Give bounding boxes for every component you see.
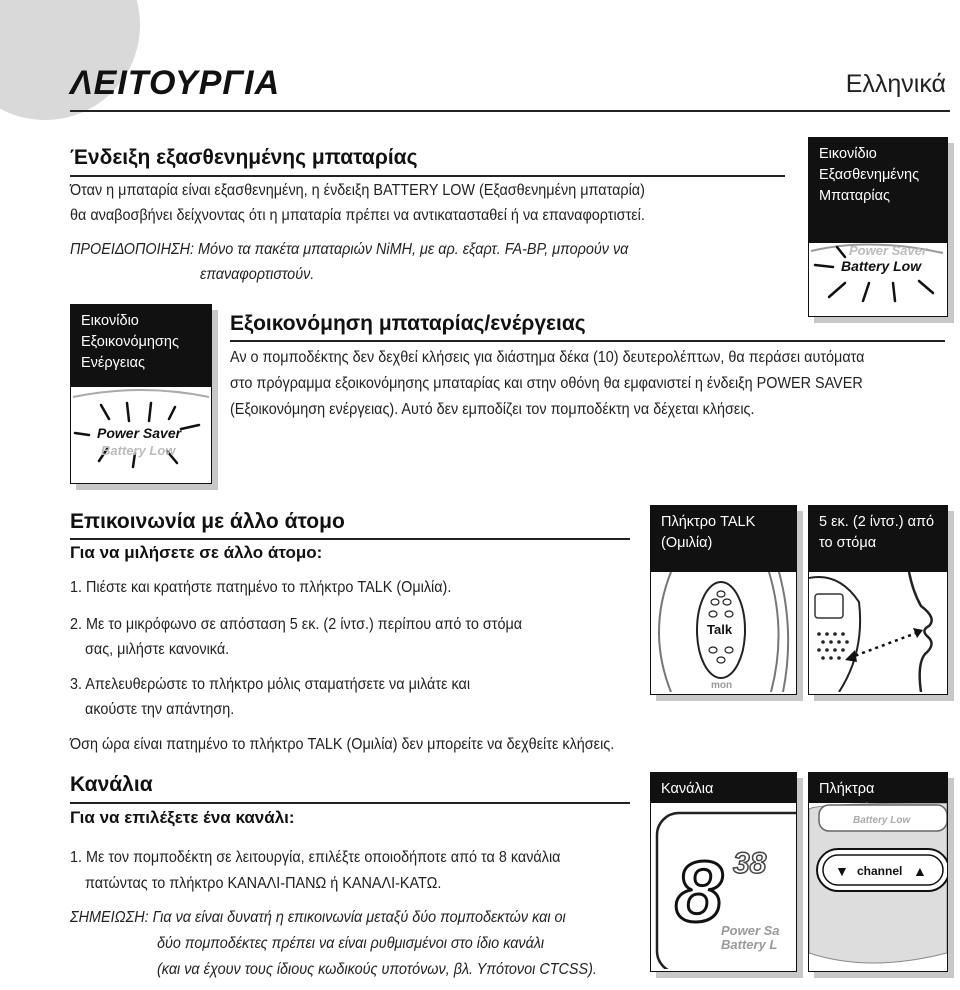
communicate-heading: Επικοινωνία με άλλο άτομο: [70, 510, 345, 533]
lcd-battery-low-text: Battery Low: [853, 815, 911, 826]
lcd-power-saver-text: Power Saver: [849, 243, 928, 258]
battery-low-figure: [808, 137, 948, 317]
channel-digit: 8: [675, 844, 723, 940]
power-saver-line-2: στο πρόγραμμα εξοικονόμησης μπαταρίας και στην οθόνη θα εμφανιστεί η ένδειξη POWER SAVER: [230, 375, 863, 392]
lcd-battery-low-text: Battery Low: [841, 258, 922, 274]
channel-down-icon: ▼: [835, 863, 849, 879]
power-saver-figure: [70, 304, 212, 484]
channel-buttons-illustration: [809, 803, 947, 969]
talk-key-illustration: [651, 572, 796, 692]
channel-small-digits: 38: [733, 847, 767, 880]
battery-warning-line-2: επαναφορτιστούν.: [200, 266, 315, 283]
channels-heading: Κανάλια: [70, 773, 153, 796]
communicate-step-3: 3. Απελευθερώστε το πλήκτρο μόλις σταματήσετε να μιλάτε και: [70, 676, 471, 693]
section-rule: [70, 538, 630, 540]
mouth-distance-figure: [808, 505, 948, 695]
channels-note-line-3: (και να έχουν τους ίδιους κωδικούς υποτόνων, βλ. Υπότονοι CTCSS).: [157, 961, 597, 978]
channels-step-1-cont: πατώντας το πλήκτρο ΚΑΝΑΛΙ-ΠΑΝΩ ή ΚΑΝΑΛΙ-ΚΑΤΩ.: [85, 875, 442, 892]
battery-low-icon: [809, 243, 947, 315]
channel-up-icon: ▲: [913, 863, 927, 879]
section-rule: [70, 175, 785, 177]
talk-button-label: Talk: [707, 622, 733, 637]
page-title: ΛΕΙΤΟΥΡΓΙΑ: [70, 64, 281, 102]
channels-subheading: Για να επιλέξετε ένα κανάλι:: [70, 808, 295, 827]
power-saver-line-1: Αν ο πομποδέκτης δεν δεχθεί κλήσεις για διάστημα δέκα (10) δευτερολέπτων, θα περάσει αυτόματα: [230, 349, 865, 366]
talk-key-figure: [650, 505, 797, 695]
channels-note-line-1: ΣΗΜΕΙΩΣΗ: Για να είναι δυνατή η επικοινωνία μεταξύ δύο πομποδεκτών και οι: [70, 909, 566, 926]
power-saver-line-3: (Εξοικονόμηση ενέργειας). Αυτό δεν εμποδίζει τον πομποδέκτη να δέχεται κλήσεις.: [230, 401, 755, 418]
lcd-battery-low-text: Battery Low: [101, 443, 176, 458]
battery-low-line-2: θα αναβοσβήνει δείχνοντας ότι η μπαταρία πρέπει να αντικατασταθεί ή να επαναφορτιστεί.: [70, 207, 645, 224]
communicate-step-1: 1. Πιέστε και κρατήστε πατημένο το πλήκτρο TALK (Ομιλία).: [70, 579, 452, 596]
channel-buttons-figure: [808, 772, 948, 972]
talk-key-caption: Πλήκτρο TALK (Ομιλία): [651, 506, 796, 572]
section-rule: [70, 802, 630, 804]
title-divider: [70, 110, 950, 112]
mouth-distance-caption: 5 εκ. (2 ίντσ.) από το στόμα: [809, 506, 947, 572]
battery-low-heading: Ένδειξη εξασθενημένης μπαταρίας: [70, 146, 418, 169]
lcd-battery-low-text: Battery L: [721, 937, 778, 952]
lcd-power-saver-text: Power Saver: [97, 425, 182, 441]
channel-lcd-illustration: [651, 803, 796, 969]
mouth-distance-illustration: [809, 572, 947, 692]
channel-display-figure: [650, 772, 797, 972]
language-label: Ελληνικά: [845, 70, 946, 98]
channel-display-caption: Κανάλια: [651, 773, 796, 803]
channels-note-line-2: δύο πομποδέκτες πρέπει να είναι ρυθμισμένοι στο ίδιο κανάλι: [157, 935, 545, 952]
channel-button-label: channel: [857, 864, 903, 878]
power-saver-icon: [71, 387, 211, 481]
battery-low-caption: Εικονίδιο Εξασθενημένης Μπαταρίας: [809, 138, 947, 243]
battery-warning-line-1: ΠΡΟΕΙΔΟΠΟΙΗΣΗ: Μόνο τα πακέτα μπαταριών NiMH, με αρ. εξαρτ. FA-BP, μπορούν να: [70, 241, 629, 258]
communicate-step-3-cont: ακούστε την απάντηση.: [85, 701, 235, 718]
channel-buttons-caption: Πλήκτρα: [809, 773, 947, 803]
communicate-step-2-cont: σας, μιλήστε κανονικά.: [85, 641, 230, 658]
communicate-subheading: Για να μιλήσετε σε άλλο άτομο:: [70, 543, 323, 562]
battery-low-line-1: Όταν η μπαταρία είναι εξασθενημένη, η ένδειξη BATTERY LOW (Εξασθενημένη μπαταρία): [70, 182, 645, 199]
power-saver-caption: Εικονίδιο Εξοικονόμησης Ενέργειας: [71, 305, 211, 387]
communicate-step-2: 2. Με το μικρόφωνο σε απόσταση 5 εκ. (2 ίντσ.) περίπου από το στόμα: [70, 616, 523, 633]
power-saver-heading: Εξοικονόμηση μπαταρίας/ενέργειας: [230, 312, 586, 335]
communicate-note: Όση ώρα είναι πατημένο το πλήκτρο TALK (Ομιλία) δεν μπορείτε να δεχθείτε κλήσεις.: [70, 736, 615, 753]
section-rule: [230, 340, 945, 342]
channels-step-1: 1. Με τον πομποδέκτη σε λειτουργία, επιλέξτε οποιοδήποτε από τα 8 κανάλια: [70, 849, 561, 866]
mon-label: mon: [711, 680, 733, 691]
lcd-power-saver-text: Power Sa: [721, 923, 780, 938]
